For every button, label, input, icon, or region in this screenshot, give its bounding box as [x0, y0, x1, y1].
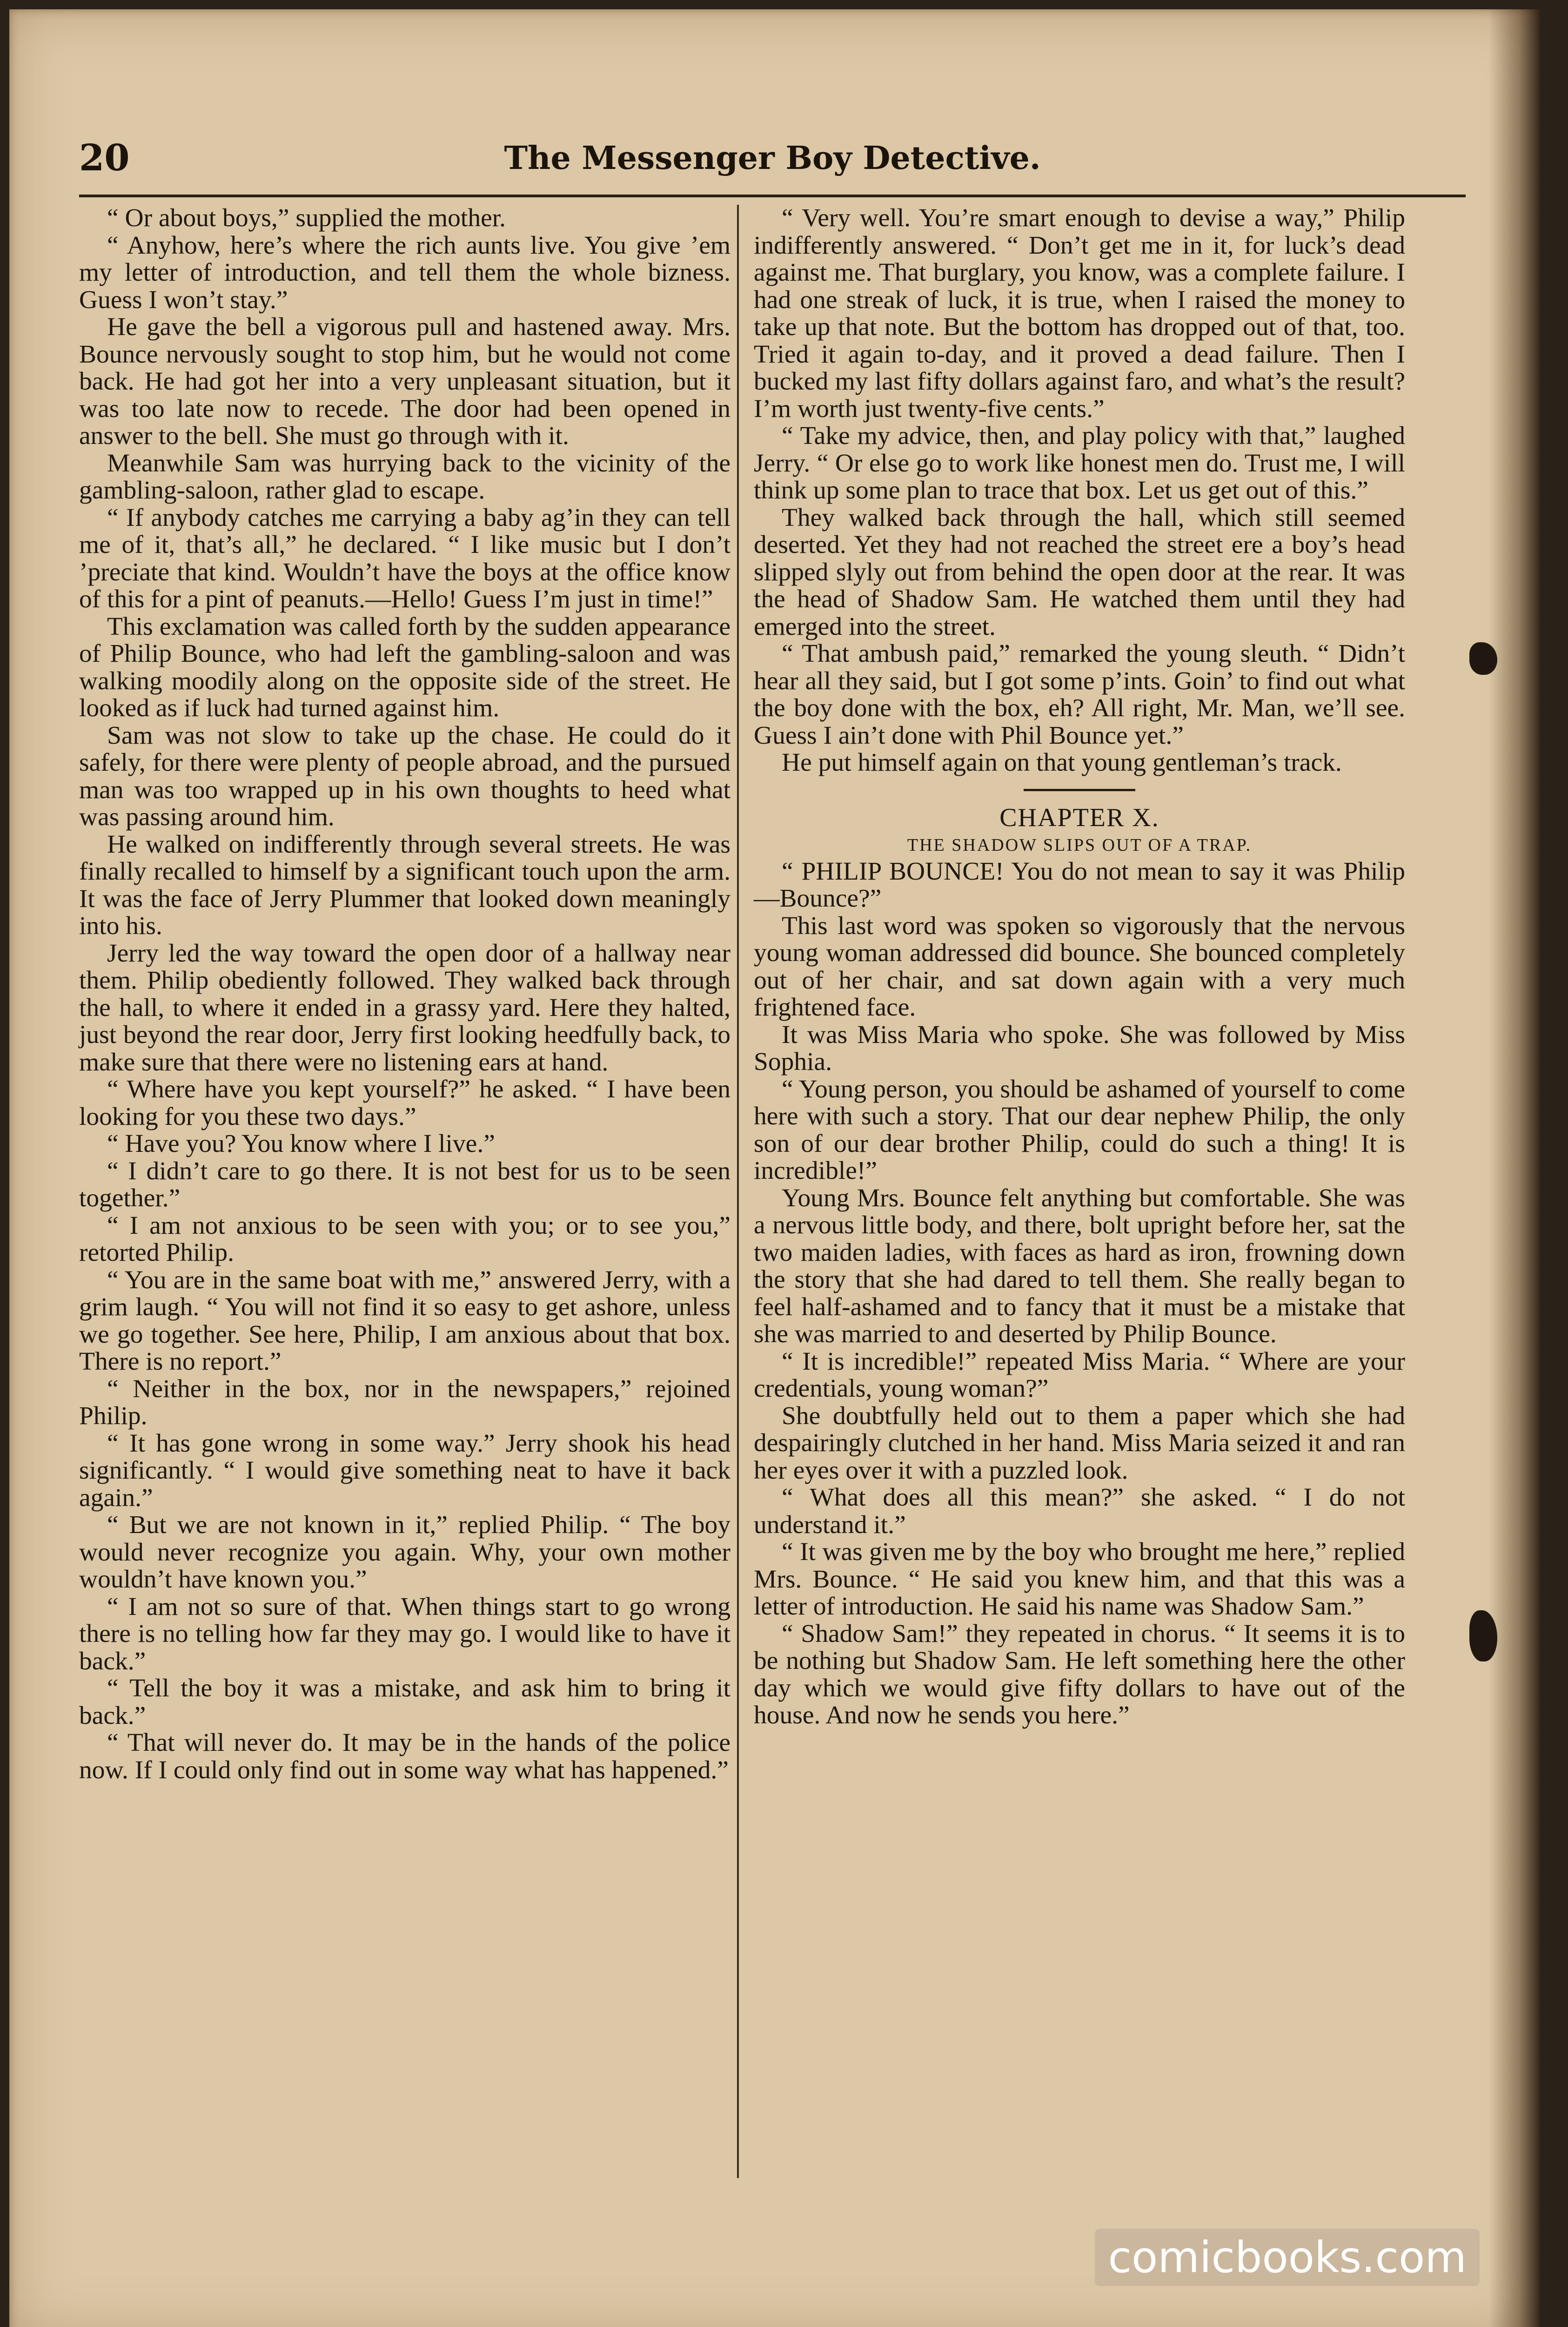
paragraph: He gave the bell a vigorous pull and hastened away. Mrs. Bounce nervously sought to stop him, but he would not come back. He had got her into a very unpleasant situation, but it was too late now to recede. The door had been opened in answer to the bell. She must go through with it.: [79, 313, 730, 450]
paragraph: “ Have you? You know where I live.”: [107, 1130, 495, 1158]
page-number: 20: [79, 137, 130, 179]
chapter-title: THE SHADOW SLIPS OUT OF A TRAP.: [907, 835, 1252, 855]
page-spine-shadow: [1489, 9, 1540, 2327]
paragraph: He walked on indifferently through several streets. He was finally recalled to himself by a significant touch upon the arm. It was the face of Jerry Plummer that looked down meaningly into his.: [79, 830, 730, 940]
paragraph: “ Or about boys,” supplied the mother.: [107, 204, 506, 232]
paragraph: “ Young person, you should be ashamed of yourself to come here with such a story. That our dear nephew Philip, the only son of our dear brother Philip, could do such a thing! It is incredible!”: [754, 1075, 1405, 1185]
left-text-column: [79, 205, 730, 1784]
paragraph: “ Neither in the box, nor in the newspapers,” rejoined Philip.: [79, 1374, 730, 1430]
running-title: The Messenger Boy Detective.: [504, 140, 1041, 177]
paragraph: “ If anybody catches me carrying a baby ag’in they can tell me of it, that’s all,” he declared. “ I like music but I don’t ’preciate that kind. Wouldn’t have the boys at the office know of this for a pint of peanuts.—Hello! Guess I’m just in time!”: [79, 503, 730, 613]
paragraph: “ Very well. You’re smart enough to devise a way,” Philip indifferently answered. “ Don’t get me in it, for luck’s dead against me. That burglary, you know, was a complete failure. I had one streak of luck, it is true, when I raised the money to take up that note. But the bottom has dropped out of that, too. Tried it again to-day, and it proved a dead failure. Then I bucked my last fifty dollars against faro, and what’s the result? I’m worth just twenty-five cents.”: [754, 204, 1405, 423]
paragraph: Jerry led the way toward the open door of a hallway near them. Philip obediently followed. They walked back through the hall, to where it ended in a grassy yard. Here they halted, just beyond the rear door, Jerry first looking heedfully back, to make sure that there were no listening ears at hand.: [79, 939, 730, 1076]
paragraph: “ But we are not known in it,” replied Philip. “ The boy would never recognize you again. Why, your own mother wouldn’t have known you.”: [79, 1511, 730, 1594]
paragraph: “ You are in the same boat with me,” answered Jerry, with a grim laugh. “ You will not find it so easy to get ashore, unless we go together. See here, Philip, I am anxious about that box. There is no report.”: [79, 1265, 730, 1376]
column-divider: [737, 205, 739, 2178]
section-rule: [1024, 789, 1135, 791]
right-text-column: [754, 205, 1405, 1729]
page-header: [79, 128, 1466, 188]
paragraph: “ Anyhow, here’s where the rich aunts live. You give ’em my letter of introduction, and tell them the whole bizness. Guess I won’t stay.”: [79, 231, 730, 314]
paragraph: “ That will never do. It may be in the hands of the police now. If I could only find out in some way what has happened.”: [79, 1728, 730, 1784]
paragraph: They walked back through the hall, which still seemed deserted. Yet they had not reached the street ere a boy’s head slipped slyly out from behind the open door at the rear. It was the head of Shadow Sam. He watched them until they had emerged into the street.: [754, 503, 1405, 641]
watermark: comicbooks.com: [1095, 2229, 1480, 2286]
paragraph: “ Where have you kept yourself?” he asked. “ I have been looking for you these two days.”: [79, 1075, 730, 1131]
paragraph: Meanwhile Sam was hurrying back to the vicinity of the gambling-saloon, rather glad to escape.: [79, 449, 730, 504]
paragraph: Sam was not slow to take up the chase. He could do it safely, for there were plenty of people abroad, and the pursued man was too wrapped up in his own thoughts to heed what was passing around him.: [79, 721, 730, 831]
paragraph: Young Mrs. Bounce felt anything but comfortable. She was a nervous little body, and there, bolt upright before her, sat the two maiden ladies, with faces as hard as iron, frowning down the story that she had dared to tell them. She really began to feel half-ashamed and to fancy that it must be a mistake that she was married to and deserted by Philip Bounce.: [754, 1184, 1405, 1348]
header-rule: [79, 195, 1466, 197]
paragraph: “ Take my advice, then, and play policy with that,” laughed Jerry. “ Or else go to work like honest men do. Trust me, I will think up some plan to trace that box. Let us get out of this.”: [754, 422, 1405, 504]
paragraph: “ I am not anxious to be seen with you; or to see you,” retorted Philip.: [79, 1211, 730, 1267]
paragraph: “ It has gone wrong in some way.” Jerry shook his head significantly. “ I would give something neat to have it back again.”: [79, 1429, 730, 1512]
paragraph: “ It was given me by the boy who brought me here,” replied Mrs. Bounce. “ He said you knew him, and that this was a letter of introduction. He said his name was Shadow Sam.”: [754, 1538, 1405, 1621]
paragraph: “ Tell the boy it was a mistake, and ask him to bring it back.”: [79, 1674, 730, 1730]
paragraph: “ Shadow Sam!” they repeated in chorus. “ It seems it is to be nothing but Shadow Sam. He left something here the other day which we would give fifty dollars to have out of the house. And now he sends you here.”: [754, 1619, 1405, 1729]
paragraph: “ It is incredible!” repeated Miss Maria. “ Where are your credentials, young woman?”: [754, 1347, 1405, 1403]
paragraph: This last word was spoken so vigorously that the nervous young woman addressed did bounce. She bounced completely out of her chair, and sat down again with a very much frightened face.: [754, 911, 1405, 1022]
right-column-before-chapter: [754, 205, 1405, 777]
paragraph: “ PHILIP BOUNCE! You do not mean to say it was Philip—Bounce?”: [754, 857, 1405, 913]
paragraph: “ That ambush paid,” remarked the young sleuth. “ Didn’t hear all they said, but I got some p’ints. Goin’ to find out what the boy done with the box, eh? All right, Mr. Man, we’ll see. Guess I ain’t done with Phil Bounce yet.”: [754, 639, 1405, 750]
paragraph: It was Miss Maria who spoke. She was followed by Miss Sophia.: [754, 1020, 1405, 1076]
book-page: [9, 9, 1540, 2327]
chapter-number: CHAPTER X.: [999, 803, 1159, 832]
paragraph: This exclamation was called forth by the sudden appearance of Philip Bounce, who had left the gambling-saloon and was walking moodily along on the opposite side of the street. He looked as if luck had turned against him.: [79, 612, 730, 722]
paragraph: She doubtfully held out to them a paper which she had despairingly clutched in her hand. Miss Maria seized it and ran her eyes over it with a puzzled look.: [754, 1401, 1405, 1485]
paragraph: “ What does all this mean?” she asked. “ I do not understand it.”: [754, 1483, 1405, 1539]
right-column-after-chapter: [754, 858, 1405, 1729]
paragraph: “ I didn’t care to go there. It is not best for us to be seen together.”: [79, 1157, 730, 1212]
paragraph: “ I am not so sure of that. When things start to go wrong there is no telling how far they may go. I would like to have it back.”: [79, 1592, 730, 1675]
paragraph: He put himself again on that young gentleman’s track.: [782, 748, 1342, 777]
